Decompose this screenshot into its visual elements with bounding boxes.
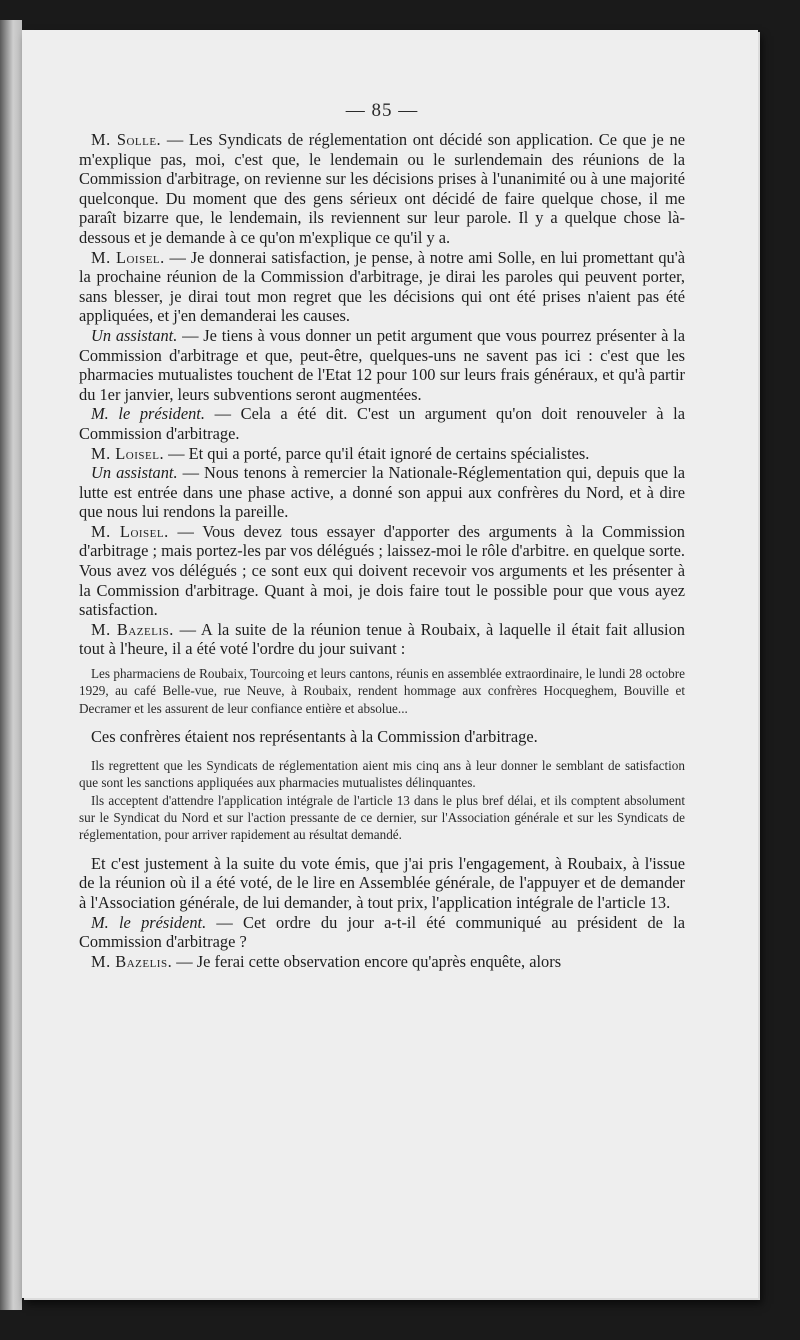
resolution-quote-1: Les pharmaciens de Roubaix, Tourcoing et leurs cantons, réunis en assemblée extraordinaire, le lundi 28 octobre 1929, au café Belle-vue, rue Neuve, à Roubaix, rendent hommage aux confrères Hocqueghem, Bouville et Decramer et les assurent de leur confiance entière et absolue... [79,666,685,716]
speaker-name: M. Bazelis. [91,951,173,971]
speaker-name: M. le président. [91,912,207,932]
closing-paragraph [79,854,685,913]
speaker-name: M. Loisel. [91,521,169,541]
paragraph-text: — Vous devez tous essayer d'apporter des arguments à la Commission d'arbitrage ; mais portez-les par vos délégués ; laissez-moi le rôle d'arbitre. en quelque sorte. Vous avez vos délégués ; ce sont eux qui doivent recevoir vos arguments et les présenter à la Commission d'arbitrage. Quant à moi, je dois faire tout le possible pour que vous ayez satisfaction. [79,521,686,620]
paragraph-text: — Je ferai cette observation encore qu'après enquête, alors [176,951,562,971]
resolution-quote-2a: Ils regrettent que les Syndicats de réglementation aient mis cinq ans à leur donner le semblant de satisfaction que sont les sanctions appliquées aux pharmacies mutualistes délinquantes. [79,757,685,791]
page-number: — 85 — [345,100,419,121]
dialogue-paragraph [79,404,685,443]
paragraph-text: Et c'est justement à la suite du vote émis, que j'ai pris l'engagement, à Roubaix, à l'issue de la réunion où il a été voté, de le lire en Assemblée générale, de l'appuyer et de demander à l'Association générale, de lui demander, à tout prix, l'application intégrale de l'article 13. [79,853,685,913]
speaker-name: Un assistant. [91,463,178,483]
paragraph-text: — Je donnerai satisfaction, je pense, à notre ami Solle, en lui promettant qu'à la prochaine réunion de la Commission d'arbitrage, je dirai les paroles qui peuvent porter, sans blesser, je dirai tout mon regret que les décisions qui ont été prises n'aient pas été appliquées, et j'en demanderai les causes. [79,247,685,326]
closing-paragraph [79,952,685,972]
paragraph-text: — Et qui a porté, parce qu'il était ignoré de certains spécialistes. [168,443,590,463]
text-block [79,130,685,971]
dialogue-paragraph [79,463,685,522]
paragraph-text: — Cet ordre du jour a-t-il été communiqué au président de la Commission d'arbitrage ? [79,912,685,952]
adjacent-page-edge [0,20,22,1310]
resolution-quote-2b: Ils acceptent d'attendre l'application intégrale de l'article 13 dans le plus bref délai, et ils comptent absolument sur le Syndicat du Nord et sur l'action pressante de ce dernier, sur l'Association générale et sur les Syndicats de réglementation, pour arriver rapidement au résultat demandé. [79,792,685,843]
speaker-name: M. Loisel. [91,247,165,267]
paragraph-text: — Les Syndicats de réglementation ont décidé son application. Ce que je ne m'explique pas, moi, c'est que, le lendemain ou le surlendemain des réunions de la Commission d'arbitrage, on revienne sur les décisions prises à l'unanimité ou à une majorité quelconque. Du moment que des gens sérieux ont décidé de faire quelque chose, il me paraît bizarre que, le lendemain, ils reviennent sur leur parole. Il y a quelque chose là-dessous et je demande à ce qu'on m'explique ce qu'il y a. [79,130,685,247]
paragraph-text: — Nous tenons à remercier la Nationale-Réglementation qui, depuis que la lutte est entrée dans une phase active, a donné son appui aux confrères du Nord, et à dire que nous lui rendons la pareille. [79,463,685,522]
speaker-name: M. Solle. [91,130,162,149]
book-page [22,30,758,1298]
dialogue-paragraph [79,130,685,248]
speaker-name: M. le président. [91,404,205,424]
middle-paragraph: Ces confrères étaient nos représentants à la Commission d'arbitrage. [91,727,538,747]
paragraph-text: — A la suite de la réunion tenue à Roubaix, à laquelle il était fait allusion tout à l'heure, il a été voté l'ordre du jour suivant : [79,619,685,659]
paragraph-text: — Je tiens à vous donner un petit argument que vous pourrez présenter à la Commission d'arbitrage et que, peut-être, quelques-uns ne savent pas ici : c'est que les pharmacies mutualistes touchent de l'Etat 12 pour 100 sur leurs frais généraux, et qu'à partir du 1er janvier, leurs subventions seront augmentées. [79,325,685,404]
dialogue-section-2 [79,854,685,972]
speaker-name: M. Bazelis. [91,619,174,639]
dialogue-paragraph [79,248,685,326]
dialogue-section-1 [79,130,685,659]
dialogue-paragraph [79,444,685,464]
dialogue-paragraph [79,620,685,659]
closing-paragraph [79,913,685,952]
paragraph-text: — Cela a été dit. C'est un argument qu'on doit renouveler à la Commission d'arbitrage. [79,404,685,443]
dialogue-paragraph [79,522,685,620]
speaker-name: Un assistant. [91,325,178,345]
dialogue-paragraph [79,326,685,404]
speaker-name: M. Loisel. [91,443,165,463]
